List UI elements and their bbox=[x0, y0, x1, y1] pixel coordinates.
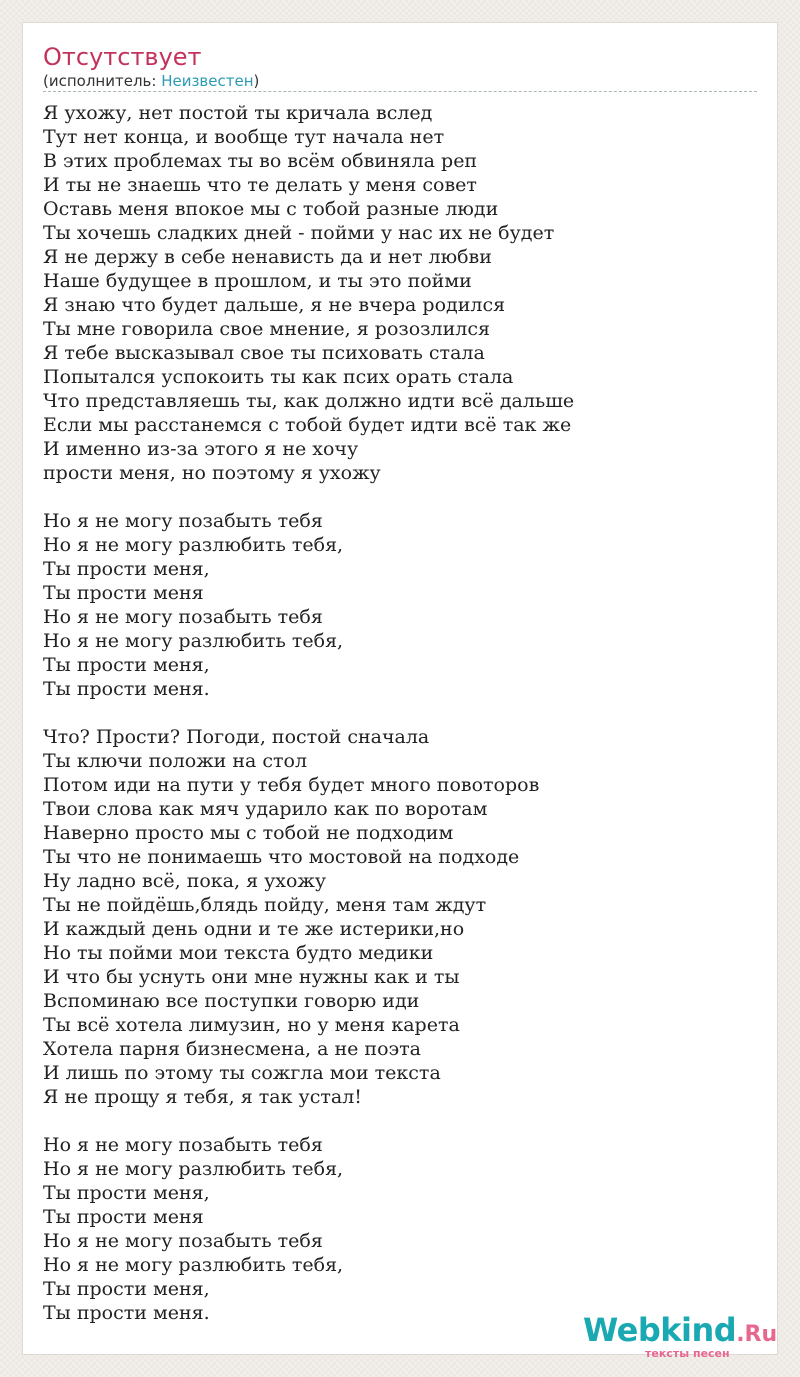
lyric-line: И именно из-за этого я не хочу bbox=[43, 438, 359, 460]
lyric-line: И что бы уснуть они мне нужны как и ты bbox=[43, 966, 460, 988]
lyric-line: Ты прости меня bbox=[43, 582, 204, 604]
lyric-line: Ну ладно всё, пока, я ухожу bbox=[43, 870, 327, 892]
artist-prefix: (исполнитель: bbox=[43, 72, 162, 90]
logo-tagline: тексты песен bbox=[645, 1347, 730, 1360]
lyric-blank-line bbox=[43, 485, 574, 509]
lyric-line: Вспоминаю все поступки говорю иди bbox=[43, 990, 420, 1012]
lyric-line: Но ты пойми мои текста будто медики bbox=[43, 942, 434, 964]
lyric-line: Но я не могу разлюбить тебя, bbox=[43, 1254, 344, 1276]
lyric-line: Ты не пойдёшь,блядь пойду, меня там ждут bbox=[43, 894, 487, 916]
lyric-line: Я не держу в себе ненависть да и нет любви bbox=[43, 246, 492, 268]
lyric-line: Ты ключи положи на стол bbox=[43, 750, 308, 772]
lyric-blank-line bbox=[43, 701, 574, 725]
song-title: Отсутствует bbox=[43, 43, 202, 71]
lyric-line: Наверно просто мы с тобой не подходим bbox=[43, 822, 454, 844]
lyric-line: Но я не могу разлюбить тебя, bbox=[43, 630, 344, 652]
lyric-line: Ты прости меня, bbox=[43, 1182, 210, 1204]
lyric-line: Ты прости меня, bbox=[43, 558, 210, 580]
lyric-line: Оставь меня впокое мы с тобой разные люди bbox=[43, 198, 499, 220]
lyrics-body bbox=[43, 101, 574, 1325]
lyric-line: Попытался успокоить ты как псих орать стала bbox=[43, 366, 514, 388]
logo-tld: .Ru bbox=[736, 1322, 778, 1347]
lyric-line: Потом иди на пути у тебя будет много повоторов bbox=[43, 774, 540, 796]
lyric-line: Ты прости меня, bbox=[43, 1278, 210, 1300]
lyric-line: Наше будущее в прошлом, и ты это пойми bbox=[43, 270, 472, 292]
lyric-line: Тут нет конца, и вообще тут начала нет bbox=[43, 126, 445, 148]
lyric-line: Я не прощу я тебя, я так устал! bbox=[43, 1086, 362, 1108]
lyric-line: Я ухожу, нет постой ты кричала вслед bbox=[43, 102, 433, 124]
lyric-line: Ты всё хотела лимузин, но у меня карета bbox=[43, 1014, 460, 1036]
artist-suffix: ) bbox=[253, 72, 260, 90]
lyric-line: Но я не могу позабыть тебя bbox=[43, 1134, 323, 1156]
lyric-blank-line bbox=[43, 1109, 574, 1133]
artist-link[interactable]: Неизвестен bbox=[161, 72, 254, 90]
lyrics-card bbox=[22, 22, 778, 1360]
lyric-line: Я знаю что будет дальше, я не вчера родился bbox=[43, 294, 506, 316]
lyric-line: прости меня, но поэтому я ухожу bbox=[43, 462, 381, 484]
lyric-line: Но я не могу позабыть тебя bbox=[43, 510, 323, 532]
lyric-line: Ты прости меня bbox=[43, 1206, 204, 1228]
lyric-line: Твои слова как мяч ударило как по воротам bbox=[43, 798, 488, 820]
lyric-line: И лишь по этому ты сожгла мои текста bbox=[43, 1062, 441, 1084]
lyric-line: Хотела парня бизнесмена, а не поэта bbox=[43, 1038, 422, 1060]
lyric-line: И ты не знаешь что те делать у меня совет bbox=[43, 174, 477, 196]
lyric-line: И каждый день одни и те же истерики,но bbox=[43, 918, 465, 940]
lyric-line: Что представляешь ты, как должно идти всё дальше bbox=[43, 390, 575, 412]
title-divider bbox=[43, 91, 757, 92]
lyric-line: Ты прости меня. bbox=[43, 678, 210, 700]
lyric-line: Но я не могу разлюбить тебя, bbox=[43, 534, 344, 556]
logo-wordmark: Webkind bbox=[583, 1311, 737, 1349]
lyric-line: Но я не могу позабыть тебя bbox=[43, 606, 323, 628]
lyric-line: Ты что не понимаешь что мостовой на подходе bbox=[43, 846, 520, 868]
lyric-line: Ты прости меня. bbox=[43, 1302, 210, 1324]
lyric-line: Ты прости меня, bbox=[43, 654, 210, 676]
artist-line bbox=[43, 72, 259, 90]
lyric-line: Но я не могу позабыть тебя bbox=[43, 1230, 323, 1252]
site-logo[interactable] bbox=[583, 1311, 778, 1360]
lyric-line: Что? Прости? Погоди, постой сначала bbox=[43, 726, 430, 748]
lyric-line: Ты мне говорила свое мнение, я розозлился bbox=[43, 318, 490, 340]
lyric-line: Ты хочешь сладких дней - пойми у нас их не будет bbox=[43, 222, 555, 244]
lyric-line: Но я не могу разлюбить тебя, bbox=[43, 1158, 344, 1180]
lyric-line: В этих проблемах ты во всём обвиняла реп bbox=[43, 150, 478, 172]
lyric-line: Если мы расстанемся с тобой будет идти всё так же bbox=[43, 414, 572, 436]
lyric-line: Я тебе высказывал свое ты психовать стала bbox=[43, 342, 485, 364]
